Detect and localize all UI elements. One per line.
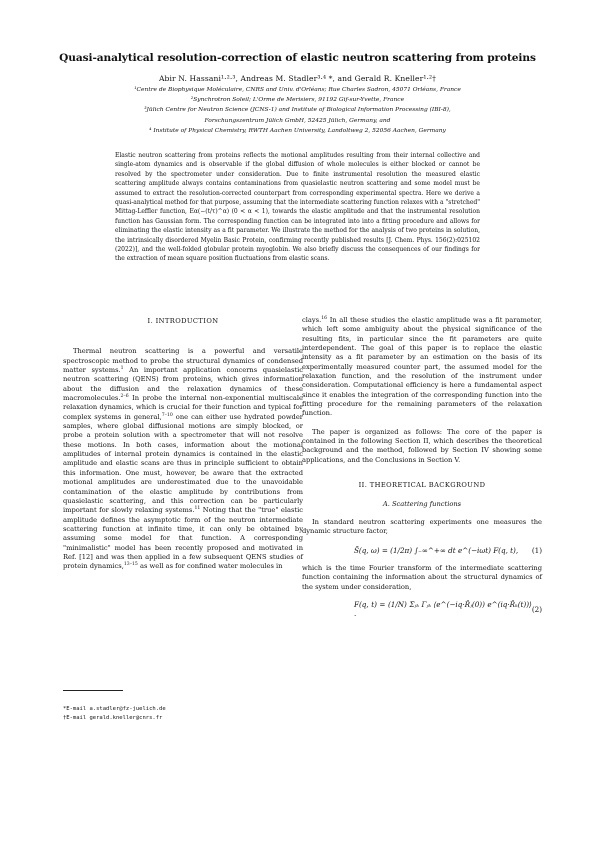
citation[interactable]: 2–6 bbox=[120, 394, 129, 400]
intro-paragraph-organization: The paper is organized as follows: The core of the paper is contained in the following Section II, which describes the theoretical background and the method, followed by Section IV showing some applications, and the Conclusions in Section V. bbox=[302, 427, 542, 464]
citation[interactable]: 1 bbox=[120, 366, 124, 372]
author-list: Abir N. Hassani¹·²·³, Andreas M. Stadler³·⁴ *, and Gerald R. Kneller¹·²† bbox=[158, 74, 437, 83]
citation[interactable]: 13–15 bbox=[123, 562, 138, 568]
equation-2-body: F(q, t) = (1/N) Σⱼₖ Γⱼₖ ⟨e^(−iq·R̂ⱼ(0)) e^(iq·R̂ₖ(t))⟩ . bbox=[354, 599, 532, 619]
equation-1 bbox=[302, 546, 542, 555]
citation[interactable]: 11 bbox=[194, 506, 201, 512]
footnotes bbox=[63, 705, 166, 722]
theory-paragraph-1: In standard neutron scattering experiments one measures the dynamic structure factor, bbox=[302, 517, 542, 536]
section-heading-introduction: I. INTRODUCTION bbox=[147, 317, 219, 325]
affiliation-1: ¹Centre de Biophysique Moléculaire, CNRS and Univ. d'Orléans; Rue Charles Sadron, 45071 Orléans, France bbox=[134, 87, 461, 93]
affiliation-3-cont: Forschungszentrum Jülich GmbH, 52425 Jülich, Germany, and bbox=[204, 117, 391, 124]
intro-paragraph-1-cont bbox=[302, 316, 542, 419]
intro-text: In probe the internal non-exponential multiscale relaxation dynamics, which is crucial for their function and typical for complex systems in general, bbox=[63, 394, 303, 421]
left-column bbox=[63, 317, 303, 572]
theory-paragraph-2: which is the time Fourier transform of the intermediate scattering function containing the information about the structural dynamics of the system under consideration, bbox=[302, 563, 542, 591]
intro-text: one can either use hydrated powder samples, where global diffusional motions are simply blocked, or probe a protein solution with a spectrometer that will not resolve these motions. In both cases, information about the motional amplitudes of internal protein dynamics is contained in the elastic amplitude and elastic scans are thus in principle sufficient to obtain this information. One must, however, be aware that the extracted motional amplitudes are underestimated due to the unavoidable contamination of the elastic amplitude by contributions from quasielastic scattering, and this correction can be particularly important for slowly relaxing systems. bbox=[63, 412, 303, 515]
right-column bbox=[302, 316, 542, 619]
section-heading-theory: II. THEORETICAL BACKGROUND bbox=[358, 481, 486, 490]
citation[interactable]: 7–10 bbox=[161, 412, 173, 418]
abstract: Elastic neutron scattering from proteins reflects the motional amplitudes resulting from their internal collective and single-atom dynamics and is observable if the global diffusion of whole molecules is either blocked or cannot be resolved by the spectrometer under consideration. Due to finite instrumental resolution the measured elastic scattering amplitude always contains contaminations from quasielastic neutron scattering and some model must be assumed to extract the resolution-corrected counterpart from corresponding experimental spectra. Here we derive a quasi-analytical method for that purpose, assuming that the intermediate scattering function relaxes with a "stretched" Mittag-Leffler function, Eα(−(t/τ)^α) (0 < α < 1), towards the elastic amplitude and that the instrumental resolution function has Gaussian form. The corresponding function can be integrated into into a fitting procedure and allows for eliminating the elastic intensity as a fit parameter. We illustrate the method for the analysis of two proteins in solution, the intrinsically disordered Myelin Basic Protein, confirming recently published results [J. Chem. Phys. 156(2):025102 (2022)], and the well-folded globular protein myoglobin. We also briefly discuss the consequences of our findings for the extraction of mean square position fluctuations from elastic scans. bbox=[115, 152, 480, 263]
footnote-email-stadler[interactable]: *E-mail a.stadler@fz-juelich.de bbox=[63, 706, 166, 712]
affiliations bbox=[40, 85, 555, 136]
footnote-email-kneller[interactable]: †E-mail gerald.kneller@cnrs.fr bbox=[63, 714, 163, 721]
equation-2 bbox=[302, 600, 542, 619]
equation-1-body: S̃(q, ω) = (1/2π) ∫₋∞^+∞ dt e^(−iωt) F(q, t), bbox=[354, 545, 519, 555]
intro-text: Thermal neutron scattering is a powerful and versatile spectroscopic method to probe the structural dynamics of condensed matter systems. bbox=[63, 347, 303, 375]
affiliation-3: ³Jülich Centre for Neutron Science (JCNS-1) and Institute of Biological Information Processing (IBI-8), bbox=[144, 107, 451, 114]
affiliation-2: ²Synchrotron Soleil; L'Orme de Merisiers, 91192 Gif-sur-Yvette, France bbox=[190, 97, 405, 104]
equation-2-number: (2) bbox=[531, 604, 542, 614]
paper-title: Quasi-analytical resolution-correction of elastic neutron scattering from proteins bbox=[59, 52, 536, 64]
intro-text: Noting that the "true" elastic amplitude defines the asymptotic form of the neutron intermediate scattering function at infinite time, it can only be obtained by assuming some model for that function. A corresponding "minimalistic" model has been recently proposed and motivated in Ref. [12] and was then applied in a few subsequent QENS studies of protein dynamics, bbox=[63, 506, 303, 571]
intro-text: In all these studies the elastic amplitude was a fit parameter, which left some ambiguity about the physical significance of the resulting fits, in particular since the fit parameters are quite interdependent. The goal of this paper is to replace the elastic intensity as a fit parameter by an estimation on the basis of its experimentally measured counter part, the assumed model for the relaxation function, and the resolution of the instrument under consideration. Computational efficiency is here a fundamental aspect since it enables the integration of the corresponding function into the fitting procedure for the remaining parameters of the relaxation function. bbox=[302, 316, 542, 418]
equation-1-number: (1) bbox=[531, 545, 542, 555]
affiliation-4: ⁴ Institute of Physical Chemistry, RWTH Aachen University, Landoltweg 2, 52056 Aachen, Germany bbox=[149, 127, 446, 134]
citation[interactable]: 16 bbox=[321, 316, 328, 321]
intro-text: as well as for confined water molecules in bbox=[137, 562, 283, 571]
intro-text: clays. bbox=[302, 316, 322, 324]
footnote-rule bbox=[63, 690, 123, 691]
intro-paragraph-1 bbox=[63, 347, 303, 571]
subsection-heading-scattering: A. Scattering functions bbox=[382, 499, 462, 508]
intro-text: An important application concerns quasielastic neutron scattering (QENS) from proteins, which gives information about the diffusion and the relaxation dynamics of these macromolecules. bbox=[63, 366, 303, 403]
